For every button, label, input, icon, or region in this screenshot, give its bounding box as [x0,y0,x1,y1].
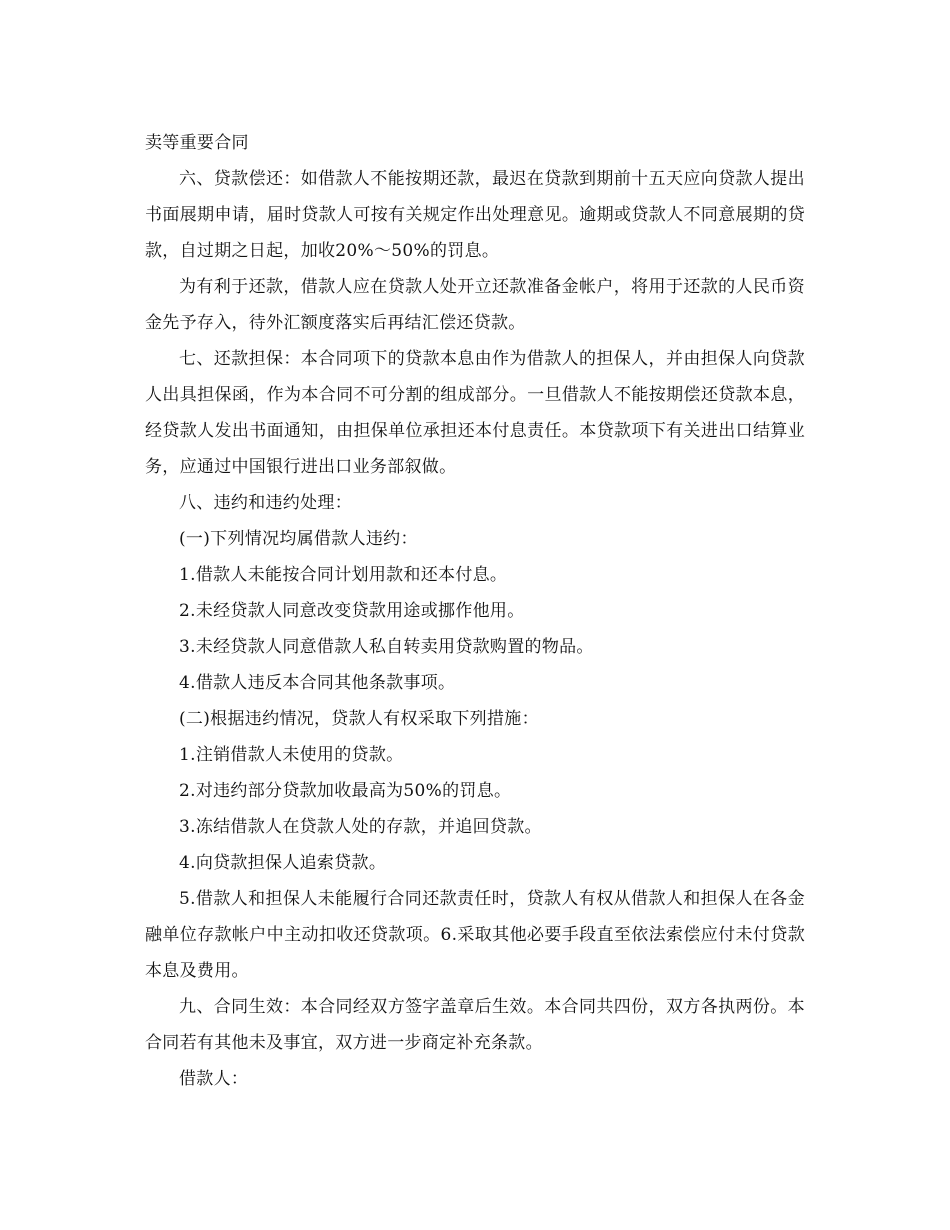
paragraph-clause-9-effective: 九、合同生效：本合同经双方签字盖章后生效。本合同共四份，双方各执两份。本合同若有其他未及事宜，双方进一步商定补充条款。 [145,997,805,1053]
paragraph-clause-6-repayment: 六、贷款偿还：如借款人不能按期还款，最迟在贷款到期前十五天应向贷款人提出书面展期申请，届时贷款人可按有关规定作出处理意见。逾期或贷款人不同意展期的贷款，自过期之日起，加收20%～50%的罚息。 [145,169,805,261]
list-item-breach-3: 3.未经贷款人同意借款人私自转卖用贷款购置的物品。 [179,637,594,657]
signature-borrower-label: 借款人： [179,1069,249,1089]
list-item-measure-3: 3.冻结借款人在贷款人处的存款，并追回贷款。 [179,817,542,837]
list-item-measure-5-6: 5.借款人和担保人未能履行合同还款责任时，贷款人有权从借款人和担保人在各金融单位存款帐户中主动扣收还贷款项。6.采取其他必要手段直至依法索偿应付未付贷款本息及费用。 [145,889,805,981]
paragraph-continuation: 卖等重要合同 [145,133,249,153]
list-item-measure-4: 4.向贷款担保人追索贷款。 [179,853,387,873]
list-item-breach-2: 2.未经贷款人同意改变贷款用途或挪作他用。 [179,601,525,621]
document-body [145,125,805,1097]
list-item-measure-1: 1.注销借款人未使用的贷款。 [179,745,404,765]
list-item-breach-1: 1.借款人未能按合同计划用款和还本付息。 [179,565,508,585]
list-item-measure-2: 2.对违约部分贷款加收最高为50%的罚息。 [179,781,512,801]
paragraph-breach-cases-heading: (一)下列情况均属借款人违约： [179,529,418,549]
paragraph-measures-heading: (二)根据违约情况，贷款人有权采取下列措施： [179,709,539,729]
list-item-breach-4: 4.借款人违反本合同其他条款事项。 [179,673,456,693]
paragraph-clause-8-heading: 八、违约和违约处理： [179,493,352,513]
paragraph-reserve-account: 为有利于还款，借款人应在贷款人处开立还款准备金帐户，将用于还款的人民币资金先予存入，待外汇额度落实后再结汇偿还贷款。 [145,277,805,333]
paragraph-clause-7-guarantee: 七、还款担保：本合同项下的贷款本息由作为借款人的担保人，并由担保人向贷款人出具担保函，作为本合同不可分割的组成部分。一旦借款人不能按期偿还贷款本息，经贷款人发出书面通知，由担保单位承担还本付息责任。本贷款项下有关进出口结算业务，应通过中国银行进出口业务部叙做。 [145,349,805,477]
